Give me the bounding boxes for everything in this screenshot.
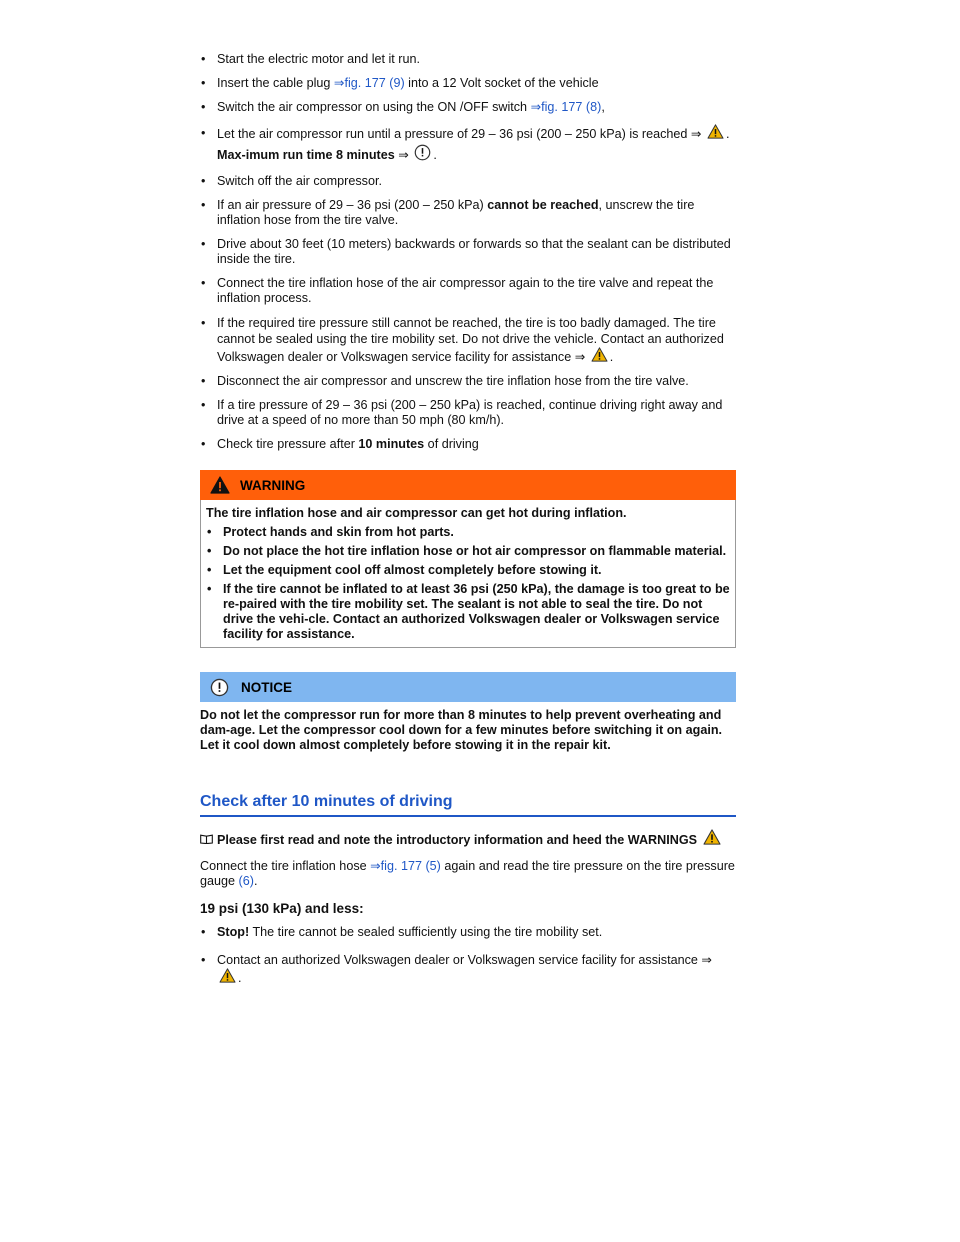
- warning-item: • Do not place the hot tire inflation hose or hot air compressor on flammable material.: [207, 544, 727, 558]
- warning-triangle-icon[interactable]: [703, 829, 721, 845]
- step-disconnect: • Disconnect the air compressor and unscrew the tire inflation hose from the tire valve.: [201, 374, 689, 388]
- warning-body: [200, 500, 736, 648]
- step-switch-off: • Switch off the air compressor.: [201, 174, 382, 188]
- bullet: •: [201, 276, 206, 290]
- bullet: •: [201, 100, 206, 114]
- step-run-compressor: • Let the air compressor run until a pressure of 29 – 36 psi (200 – 250 kPa) is reached ⇒ . Max-imum run time 8 minutes ⇒ .: [201, 126, 730, 162]
- notice-header: [200, 672, 736, 702]
- bullet: •: [201, 925, 206, 939]
- step-insert-plug: • Insert the cable plug ⇒fig. 177 (9) into a 12 Volt socket of the vehicle: [201, 76, 599, 90]
- bullet: •: [207, 582, 212, 596]
- warning-item: • Let the equipment cool off almost completely before stowing it.: [207, 563, 602, 577]
- step-start-motor: • Start the electric motor and let it run.: [201, 52, 420, 66]
- step-switch-on: • Switch the air compressor on using the ON /OFF switch ⇒fig. 177 (8),: [201, 100, 605, 114]
- gauge-paragraph: Connect the tire inflation hose ⇒fig. 177 (5) again and read the tire pressure on the tire pressure gauge (6).: [200, 859, 735, 888]
- warning-triangle-icon[interactable]: [591, 347, 608, 362]
- warning-triangle-icon[interactable]: [219, 968, 236, 983]
- bullet: •: [201, 52, 206, 66]
- bullet: •: [201, 76, 206, 90]
- bullet: •: [207, 544, 212, 558]
- warning-box: [200, 470, 736, 648]
- figure-link[interactable]: ⇒fig. 177 (8): [530, 100, 602, 114]
- warning-triangle-icon[interactable]: [707, 124, 724, 139]
- pressure-subtitle: 19 psi (130 kPa) and less:: [200, 901, 364, 916]
- section-title: Check after 10 minutes of driving: [200, 793, 736, 817]
- bullet: •: [207, 525, 212, 539]
- notice-box: [200, 672, 736, 753]
- notice-circle-icon: [210, 678, 229, 697]
- bullet: •: [201, 237, 206, 251]
- figure-link[interactable]: ⇒fig. 177 (9): [333, 76, 405, 90]
- step-check-pressure: • Check tire pressure after 10 minutes of driving: [201, 437, 479, 451]
- notice-text: Do not let the compressor run for more than 8 minutes to help prevent overheating and dam-age. Let the compressor cool down for a few minutes before switching it on again. Let it cool down almost completely before stowing it in the repair kit.: [200, 708, 723, 752]
- contact-dealer-item: • Contact an authorized Volkswagen dealer or Volkswagen service facility for assistance ⇒ .: [201, 953, 712, 985]
- bullet: •: [207, 563, 212, 577]
- bullet: •: [201, 374, 206, 388]
- step-continue-driving: • If a tire pressure of 29 – 36 psi (200 – 250 kPa) is reached, continue driving right away and drive at a speed of no more than 50 mph (80 km/h).: [201, 398, 723, 427]
- figure-link[interactable]: ⇒fig. 177 (5): [370, 859, 441, 873]
- bullet: •: [201, 398, 206, 412]
- bullet: •: [201, 437, 206, 451]
- step-pressure-not-reached: • If an air pressure of 29 – 36 psi (200 – 250 kPa) cannot be reached, unscrew the tire inflation hose from the tire valve.: [201, 198, 695, 227]
- figure-link[interactable]: (6): [238, 874, 254, 888]
- warning-triangle-icon: [210, 476, 230, 494]
- notice-title: NOTICE: [241, 679, 293, 695]
- bullet: •: [201, 174, 206, 188]
- book-icon: [200, 834, 213, 844]
- warning-item: • If the tire cannot be inflated to at least 36 psi (250 kPa), the damage is too great to be re-paired with the tire mobility set. The sealant is not able to seal the tire. Do not drive the vehi-cle. Contact an authorized Volkswagen dealer or Volkswagen service facility for assistance.: [207, 582, 730, 641]
- procedure-steps: [200, 52, 736, 452]
- stop-item: • Stop! The tire cannot be sealed sufficiently using the tire mobility set.: [201, 925, 603, 939]
- warning-header: [200, 470, 736, 500]
- bullet: •: [201, 198, 206, 212]
- warning-item: • Protect hands and skin from hot parts.: [207, 525, 454, 539]
- document-content: [200, 52, 736, 995]
- step-repeat-inflation: • Connect the tire inflation hose of the air compressor again to the tire valve and repeat the inflation process.: [201, 276, 714, 305]
- bullet: •: [201, 953, 206, 967]
- warning-lead: The tire inflation hose and air compressor can get hot during inflation.: [206, 506, 627, 520]
- intro-note: Please first read and note the introductory information and heed the WARNINGS: [200, 829, 736, 847]
- step-drive-distance: • Drive about 30 feet (10 meters) backwards or forwards so that the sealant can be distributed inside the tire.: [201, 237, 731, 266]
- step-tire-damaged: • If the required tire pressure still cannot be reached, the tire is too badly damaged. The tire cannot be sealed using the tire mobility set. Do not drive the vehicle. Contact an authorized Volkswagen dealer or Volkswagen service facility for assistance ⇒ .: [201, 316, 724, 364]
- notice-circle-icon[interactable]: [414, 144, 431, 161]
- bullet: •: [201, 316, 206, 330]
- bullet: •: [201, 126, 206, 140]
- warning-title: WARNING: [240, 477, 306, 493]
